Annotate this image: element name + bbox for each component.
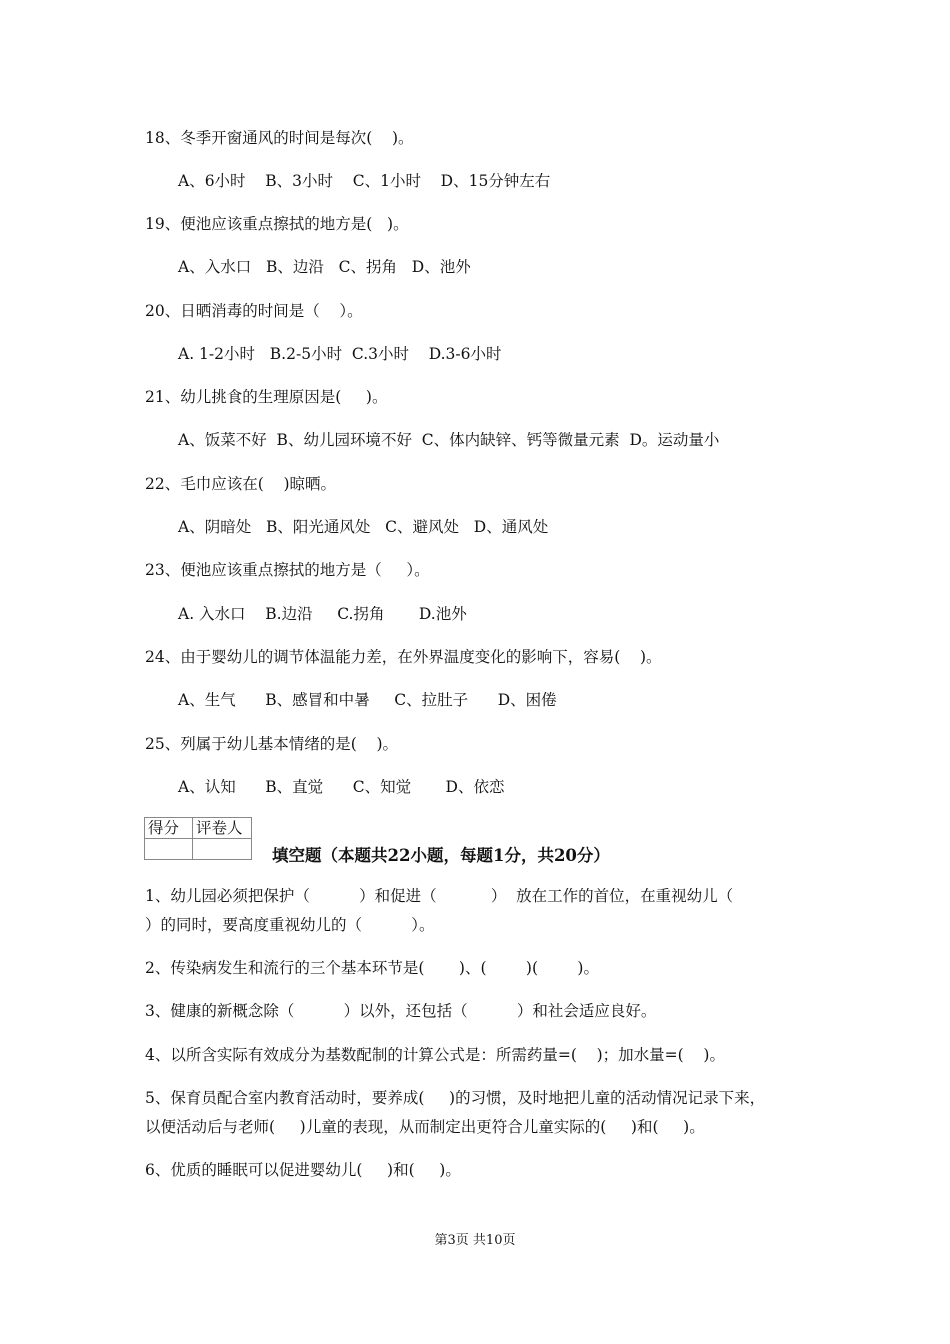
question-24-options: A、生气 B、感冒和中暑 C、拉肚子 D、困倦 bbox=[178, 691, 557, 709]
fill-line-5b: 以便活动后与老师( )儿童的表现，从而制定出更符合儿童实际的( )和( )。 bbox=[145, 1118, 705, 1136]
question-20: 20、日晒消毒的时间是（ ）。 bbox=[145, 302, 363, 320]
question-18-options: A、6小时 B、3小时 C、1小时 D、15分钟左右 bbox=[178, 172, 551, 190]
question-22-options: A、阴暗处 B、阳光通风处 C、避风处 D、通风处 bbox=[178, 518, 549, 536]
question-20-options: A. 1-2小时 B.2-5小时 C.3小时 D.3-6小时 bbox=[178, 345, 502, 363]
question-21-options: A、饭菜不好 B、幼儿园环境不好 C、体内缺锌、钙等微量元素 D。运动量小 bbox=[178, 431, 720, 449]
fill-line-2: 2、传染病发生和流行的三个基本环节是( )、( )( )。 bbox=[145, 959, 599, 977]
fill-line-3: 3、健康的新概念除（ ）以外，还包括（ ）和社会适应良好。 bbox=[145, 1002, 657, 1020]
grader-label: 评卷人 bbox=[193, 818, 252, 839]
question-19-options: A、入水口 B、边沿 C、拐角 D、池外 bbox=[178, 258, 471, 276]
section-title: 填空题（本题共22小题，每题1分，共20分） bbox=[272, 846, 610, 865]
question-23: 23、便池应该重点擦拭的地方是（ ）。 bbox=[145, 561, 430, 579]
score-label: 得分 bbox=[145, 818, 193, 839]
score-table bbox=[144, 817, 252, 860]
question-23-options: A. 入水口 B.边沿 C.拐角 D.池外 bbox=[178, 605, 467, 623]
question-18: 18、冬季开窗通风的时间是每次( )。 bbox=[145, 129, 414, 147]
fill-line-5a: 5、保育员配合室内教育活动时，要养成( )的习惯，及时地把儿童的活动情况记录下来， bbox=[145, 1089, 766, 1107]
fill-line-1b: ）的同时，要高度重视幼儿的（ ）。 bbox=[145, 916, 435, 934]
page-footer: 第3页 共10页 bbox=[434, 1233, 516, 1248]
fill-line-1a: 1、幼儿园必须把保护（ ）和促进（ ） 放在工作的首位，在重视幼儿（ bbox=[145, 887, 734, 905]
score-cell bbox=[145, 839, 193, 860]
question-21: 21、幼儿挑食的生理原因是( )。 bbox=[145, 388, 388, 406]
fill-line-4: 4、以所含实际有效成分为基数配制的计算公式是：所需药量=( )；加水量=( )。 bbox=[145, 1046, 725, 1064]
question-19: 19、便池应该重点擦拭的地方是( )。 bbox=[145, 215, 409, 233]
question-25-options: A、认知 B、直觉 C、知觉 D、依恋 bbox=[178, 778, 505, 796]
question-24: 24、由于婴幼儿的调节体温能力差，在外界温度变化的影响下，容易( )。 bbox=[145, 648, 662, 666]
question-25: 25、列属于幼儿基本情绪的是( )。 bbox=[145, 735, 399, 753]
grader-cell bbox=[193, 839, 252, 860]
fill-line-6: 6、优质的睡眠可以促进婴幼儿( )和( )。 bbox=[145, 1161, 461, 1179]
question-22: 22、毛巾应该在( )晾晒。 bbox=[145, 475, 337, 493]
